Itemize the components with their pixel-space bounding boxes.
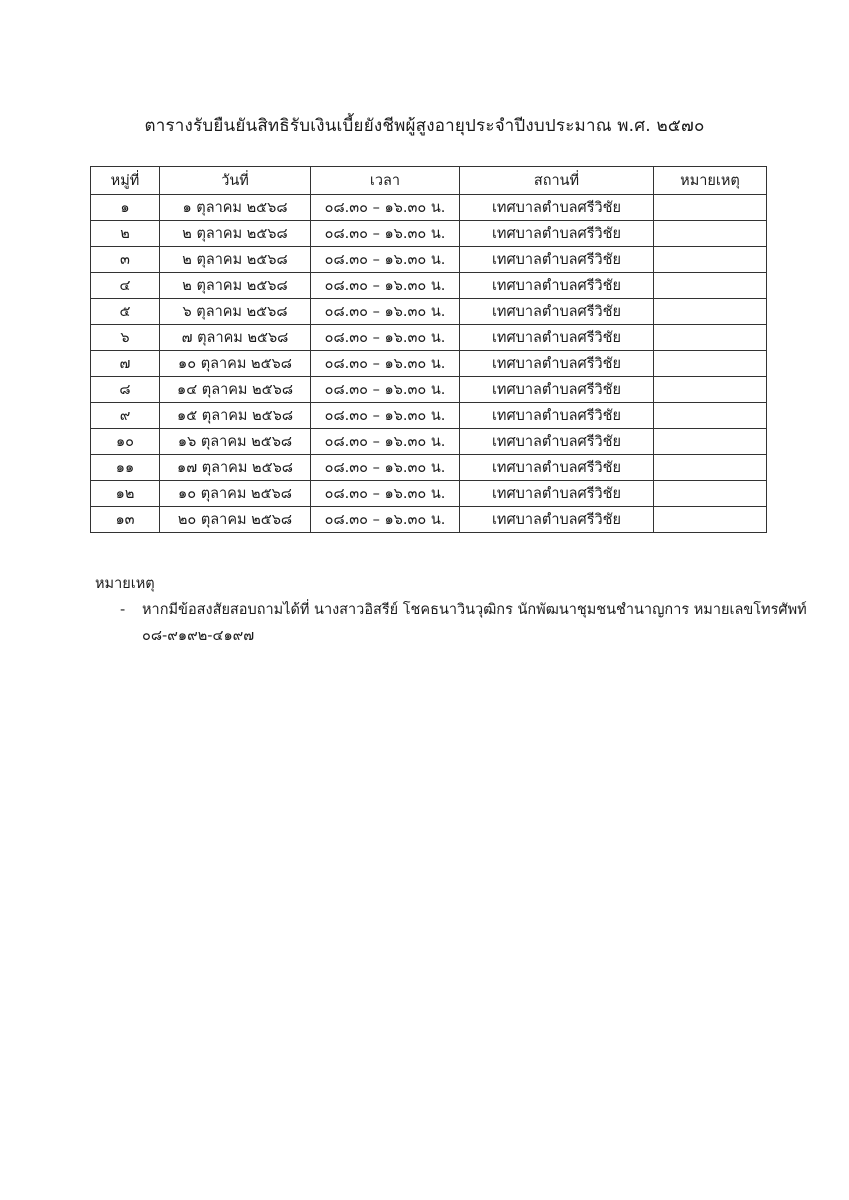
cell-village: ๙ [91,403,160,429]
cell-location: เทศบาลตำบลศรีวิชัย [460,507,654,533]
cell-date: ๒ ตุลาคม ๒๕๖๘ [160,221,311,247]
cell-note [654,351,767,377]
cell-date: ๑ ตุลาคม ๒๕๖๘ [160,195,311,221]
table-body [91,195,767,533]
cell-date: ๑๔ ตุลาคม ๒๕๖๘ [160,377,311,403]
cell-date: ๒ ตุลาคม ๒๕๖๘ [160,247,311,273]
table-header-row [91,167,767,195]
cell-village: ๑๒ [91,481,160,507]
cell-location: เทศบาลตำบลศรีวิชัย [460,195,654,221]
table-row [91,195,767,221]
cell-note [654,429,767,455]
cell-date: ๑๗ ตุลาคม ๒๕๖๘ [160,455,311,481]
table-row [91,221,767,247]
header-village: หมู่ที่ [91,167,160,195]
cell-location: เทศบาลตำบลศรีวิชัย [460,351,654,377]
cell-village: ๑๐ [91,429,160,455]
table-row [91,403,767,429]
cell-time: ๐๘.๓๐ – ๑๖.๓๐ น. [311,195,460,221]
cell-date: ๑๖ ตุลาคม ๒๕๖๘ [160,429,311,455]
cell-time: ๐๘.๓๐ – ๑๖.๓๐ น. [311,507,460,533]
cell-note [654,247,767,273]
cell-village: ๖ [91,325,160,351]
cell-time: ๐๘.๓๐ – ๑๖.๓๐ น. [311,403,460,429]
remarks-contact-text: หากมีข้อสงสัยสอบถามได้ที่ นางสาวอิสรีย์ โชคธนาวินวุฒิกร นักพัฒนาชุมชนชำนาญการ หมายเลขโทรศัพท์ [142,602,807,618]
remarks-line [120,598,807,621]
table-row [91,351,767,377]
cell-time: ๐๘.๓๐ – ๑๖.๓๐ น. [311,481,460,507]
cell-time: ๐๘.๓๐ – ๑๖.๓๐ น. [311,455,460,481]
cell-note [654,403,767,429]
cell-time: ๐๘.๓๐ – ๑๖.๓๐ น. [311,247,460,273]
cell-note [654,507,767,533]
cell-time: ๐๘.๓๐ – ๑๖.๓๐ น. [311,429,460,455]
table-row [91,455,767,481]
cell-time: ๐๘.๓๐ – ๑๖.๓๐ น. [311,325,460,351]
cell-date: ๖ ตุลาคม ๒๕๖๘ [160,299,311,325]
cell-village: ๑๑ [91,455,160,481]
table-row [91,299,767,325]
cell-location: เทศบาลตำบลศรีวิชัย [460,455,654,481]
table-row [91,247,767,273]
cell-village: ๔ [91,273,160,299]
cell-location: เทศบาลตำบลศรีวิชัย [460,403,654,429]
header-location: สถานที่ [460,167,654,195]
table-row [91,507,767,533]
cell-village: ๒ [91,221,160,247]
cell-date: ๒ ตุลาคม ๒๕๖๘ [160,273,311,299]
cell-date: ๒๐ ตุลาคม ๒๕๖๘ [160,507,311,533]
cell-date: ๑๐ ตุลาคม ๒๕๖๘ [160,351,311,377]
cell-location: เทศบาลตำบลศรีวิชัย [460,429,654,455]
cell-village: ๑๓ [91,507,160,533]
cell-note [654,481,767,507]
cell-note [654,377,767,403]
cell-date: ๑๕ ตุลาคม ๒๕๖๘ [160,403,311,429]
remarks-phone-number: ๐๘-๙๑๙๒-๔๑๙๗ [142,628,255,644]
cell-time: ๐๘.๓๐ – ๑๖.๓๐ น. [311,273,460,299]
cell-date: ๗ ตุลาคม ๒๕๖๘ [160,325,311,351]
cell-location: เทศบาลตำบลศรีวิชัย [460,299,654,325]
cell-location: เทศบาลตำบลศรีวิชัย [460,481,654,507]
cell-village: ๕ [91,299,160,325]
remarks-bullet: - [120,602,126,618]
table-row [91,377,767,403]
cell-village: ๑ [91,195,160,221]
cell-location: เทศบาลตำบลศรีวิชัย [460,273,654,299]
cell-date: ๑๐ ตุลาคม ๒๕๖๘ [160,481,311,507]
cell-time: ๐๘.๓๐ – ๑๖.๓๐ น. [311,299,460,325]
cell-location: เทศบาลตำบลศรีวิชัย [460,377,654,403]
page-title: ตารางรับยืนยันสิทธิรับเงินเบี้ยยังชีพผู้สูงอายุประจำปีงบประมาณ พ.ศ. ๒๕๗๐ [144,116,705,136]
table-row [91,325,767,351]
cell-note [654,325,767,351]
cell-location: เทศบาลตำบลศรีวิชัย [460,221,654,247]
cell-village: ๓ [91,247,160,273]
table-row [91,273,767,299]
cell-time: ๐๘.๓๐ – ๑๖.๓๐ น. [311,351,460,377]
cell-time: ๐๘.๓๐ – ๑๖.๓๐ น. [311,377,460,403]
remarks-heading: หมายเหตุ [95,576,155,592]
header-date: วันที่ [160,167,311,195]
cell-time: ๐๘.๓๐ – ๑๖.๓๐ น. [311,221,460,247]
header-note: หมายเหตุ [654,167,767,195]
schedule-table [90,166,767,533]
cell-note [654,455,767,481]
cell-note [654,195,767,221]
cell-village: ๘ [91,377,160,403]
cell-note [654,299,767,325]
cell-village: ๗ [91,351,160,377]
cell-location: เทศบาลตำบลศรีวิชัย [460,247,654,273]
header-time: เวลา [311,167,460,195]
cell-note [654,221,767,247]
cell-location: เทศบาลตำบลศรีวิชัย [460,325,654,351]
cell-note [654,273,767,299]
table-row [91,481,767,507]
table-row [91,429,767,455]
